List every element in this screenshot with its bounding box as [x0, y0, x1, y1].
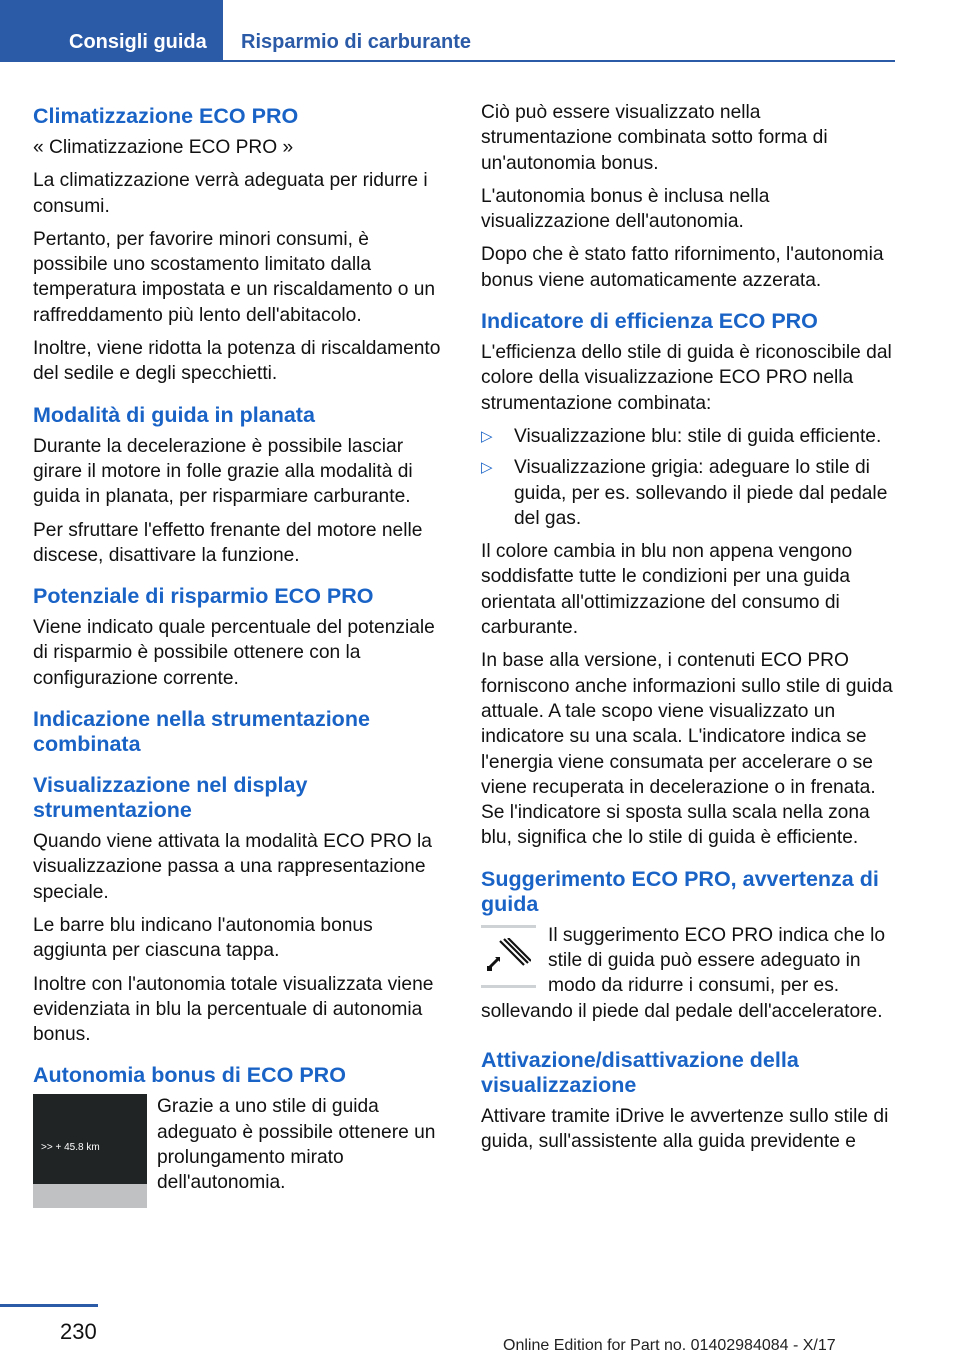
header-rule — [0, 60, 895, 62]
page-number: 230 — [60, 1319, 97, 1344]
paragraph: Le barre blu indicano l'autonomia bonus aggiunta per ciascuna tappa. — [33, 914, 373, 962]
heading-autonomia: Autonomia bonus di ECO PRO — [33, 1063, 346, 1088]
paragraph: Attivare tramite iDrive le avvertenze sullo stile di guida, sull'assistente alla guida previdente e — [481, 1105, 889, 1153]
left-column — [33, 100, 448, 1212]
instrument-cluster-image — [33, 1094, 147, 1208]
heading-climatizzazione: Climatizzazione ECO PRO — [33, 104, 299, 128]
foot-off-pedal-icon — [481, 925, 536, 988]
list-item-text: Visualizzazione blu: stile di guida efficiente. — [514, 425, 882, 447]
tab-consigli-guida[interactable] — [0, 0, 223, 60]
image-band — [33, 1184, 147, 1208]
tab-consigli-guida-label: Consigli guida — [69, 31, 207, 53]
bonus-range-readout: >> + 45.8 km — [41, 1142, 100, 1154]
edition-footer: Online Edition for Part no. 01402984084 - X/17 — [503, 1337, 836, 1354]
paragraph: Grazie a uno stile di guida adeguato è possibile ottenere un prolungamento mirato dell'autonomia. — [157, 1096, 436, 1194]
paragraph: L'autonomia bonus è inclusa nella visualizzazione dell'autonomia. — [481, 185, 770, 233]
list-item-text: Visualizzazione grigia: adeguare lo stile di guida, per es. sollevando il piede dal pedale del gas. — [514, 457, 888, 529]
header-bar — [0, 0, 960, 62]
right-column — [481, 100, 896, 1163]
paragraph: Inoltre, viene ridotta la potenza di riscaldamento del sedile e degli specchietti. — [33, 338, 441, 385]
paragraph: Pertanto, per favorire minori consumi, è possibile uno scostamento limitato dalla temperatura impostata e un riscaldamento o un raffreddamento più lento dell'abitacolo. — [33, 228, 436, 326]
paragraph: Il suggerimento ECO PRO indica che lo stile di guida può essere adeguato in modo da ridurre i consumi, per es. sollevando il piede dal pedale dell'acceleratore. — [481, 924, 885, 1022]
paragraph: Il colore cambia in blu non appena vengono soddisfatte tutte le condizioni per una guida orientata all'ottimizzazione del consumo di carburante. — [481, 541, 853, 639]
list-item — [481, 455, 896, 531]
paragraph: Quando viene attivata la modalità ECO PRO la visualizzazione passa a una rappresentazione speciale. — [33, 831, 432, 903]
triangle-bullet-icon: ▷ — [481, 459, 493, 477]
heading-potenziale: Potenziale di risparmio ECO PRO — [33, 584, 374, 609]
heading-planata: Modalità di guida in planata — [33, 402, 315, 427]
paragraph: Inoltre con l'autonomia totale visualizzata viene evidenziata in blu la percentuale di autonomia bonus. — [33, 973, 434, 1046]
efficiency-list — [481, 424, 896, 531]
heading-display: Visualizzazione nel display strumentazione — [33, 773, 308, 823]
heading-indicazione: Indicazione nella strumentazione combinata — [33, 707, 370, 757]
triangle-bullet-icon: ▷ — [481, 427, 493, 445]
paragraph: Durante la decelerazione è possibile lasciar girare il motore in folle grazie alla modalità di guida in planata, per risparmiare carburante. — [33, 435, 413, 508]
paragraph: Per sfruttare l'effetto frenante del motore nelle discese, disattivare la funzione. — [33, 519, 423, 566]
paragraph: La climatizzazione verrà adeguata per ridurre i consumi. — [33, 170, 428, 217]
paragraph: Ciò può essere visualizzato nella strumentazione combinata sotto forma di un'autonomia bonus. — [481, 102, 828, 174]
tab-risparmio-carburante[interactable]: Risparmio di carburante — [241, 31, 472, 53]
list-item — [481, 424, 896, 449]
foot-off-pedal-icon-graphic — [487, 938, 531, 974]
paragraph: Dopo che è stato fatto rifornimento, l'autonomia bonus viene automaticamente azzerata. — [481, 244, 884, 291]
paragraph: Viene indicato quale percentuale del potenziale di risparmio è possibile ottenere con la configurazione corrente. — [33, 617, 435, 689]
heading-attivazione: Attivazione/disattivazione della visualizzazione — [481, 1047, 799, 1097]
paragraph: In base alla versione, i contenuti ECO PRO forniscono anche informazioni sullo stile di guida attuale. A tale scopo viene visualizzato un indicatore su una scala. L'indicatore indica se l'energia viene consumata per accelerare o se viene recuperata in decelerazione o in frenata. Se l'indicatore si sposta sulla scala nella zona blu, significa che lo stile di guida è efficiente. — [481, 650, 893, 849]
heading-efficienza: Indicatore di efficienza ECO PRO — [481, 309, 818, 334]
heading-suggerimento: Suggerimento ECO PRO, avvertenza di guida — [481, 866, 879, 916]
paragraph: « Climatizzazione ECO PRO » — [33, 137, 294, 158]
paragraph: L'efficienza dello stile di guida è riconoscibile dal colore della visualizzazione ECO PRO nella strumentazione combinata: — [481, 342, 892, 414]
footer-rule — [0, 1304, 98, 1307]
